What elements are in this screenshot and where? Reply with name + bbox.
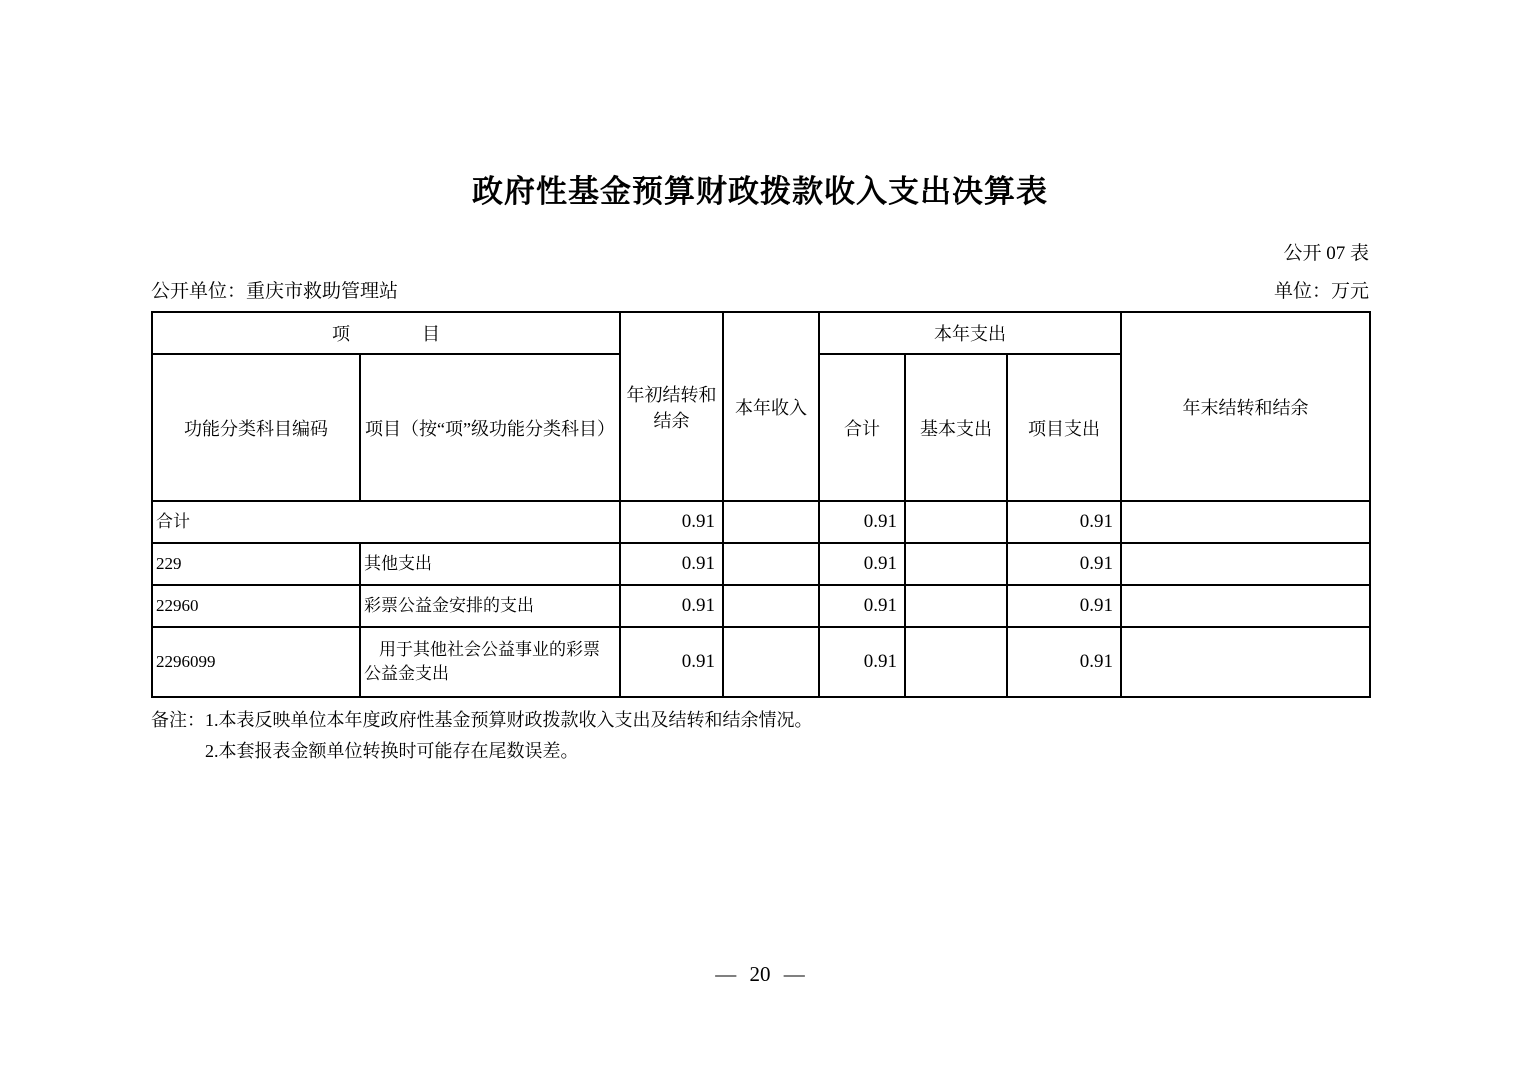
cell-begin-balance: 0.91 (620, 627, 723, 697)
header-row-1 (152, 312, 1370, 354)
table-row (152, 543, 1370, 585)
header-item-group: 项 目 (152, 312, 620, 354)
table-row (152, 627, 1370, 697)
header-total: 合计 (819, 354, 905, 501)
note-line-2: 2.本套报表金额单位转换时可能存在尾数误差。 (205, 741, 579, 761)
cell-item: 用于其他社会公益事业的彩票公益金支出 (360, 627, 620, 697)
cell-begin-balance: 0.91 (620, 543, 723, 585)
cell-project: 0.91 (1007, 585, 1121, 627)
cell-end-balance (1121, 627, 1370, 697)
notes-label: 备注： (151, 710, 205, 730)
cell-project: 0.91 (1007, 501, 1121, 543)
cell-end-balance (1121, 585, 1370, 627)
cell-total: 0.91 (819, 585, 905, 627)
cell-income (723, 501, 819, 543)
cell-begin-balance: 0.91 (620, 585, 723, 627)
cell-code: 2296099 (152, 627, 360, 697)
cell-project: 0.91 (1007, 543, 1121, 585)
header-project: 项目支出 (1007, 354, 1121, 501)
cell-total: 0.91 (819, 627, 905, 697)
cell-begin-balance: 0.91 (620, 501, 723, 543)
content-column (151, 0, 1369, 767)
header-begin-balance: 年初结转和结余 (620, 312, 723, 501)
cell-income (723, 627, 819, 697)
header-expense-group: 本年支出 (819, 312, 1121, 354)
unit-row (151, 276, 1369, 303)
note-text-1: 1.本表反映单位本年度政府性基金预算财政拨款收入支出及结转和结余情况。 (205, 710, 813, 730)
cell-basic (905, 627, 1007, 697)
form-number-label: 公开 07 表 (1283, 243, 1369, 264)
cell-total: 0.91 (819, 543, 905, 585)
header-basic: 基本支出 (905, 354, 1007, 501)
note-line-1 (151, 705, 1369, 736)
cell-total: 0.91 (819, 501, 905, 543)
cell-code: 229 (152, 543, 360, 585)
cell-basic (905, 585, 1007, 627)
publish-unit-label: 公开单位：重庆市救助管理站 (151, 281, 399, 302)
cell-end-balance (1121, 501, 1370, 543)
header-code: 功能分类科目编码 (152, 354, 360, 501)
budget-table (151, 311, 1371, 698)
table-row (152, 585, 1370, 627)
currency-unit-label: 单位：万元 (1273, 281, 1369, 302)
cell-basic (905, 543, 1007, 585)
notes-block (151, 705, 1369, 767)
table-row-total (152, 501, 1370, 543)
header-income: 本年收入 (723, 312, 819, 501)
cell-code: 22960 (152, 585, 360, 627)
cell-project: 0.91 (1007, 627, 1121, 697)
cell-income (723, 543, 819, 585)
header-end-balance: 年末结转和结余 (1121, 312, 1370, 501)
cell-code: 合计 (152, 501, 620, 543)
cell-item: 其他支出 (360, 543, 620, 585)
cell-basic (905, 501, 1007, 543)
cell-income (723, 585, 819, 627)
header-item: 项目（按“项”级功能分类科目） (360, 354, 620, 501)
page-title: 政府性基金预算财政拨款收入支出决算表 (472, 174, 1048, 209)
page-number: — 20 — (715, 962, 805, 986)
cell-item: 彩票公益金安排的支出 (360, 585, 620, 627)
cell-end-balance (1121, 543, 1370, 585)
